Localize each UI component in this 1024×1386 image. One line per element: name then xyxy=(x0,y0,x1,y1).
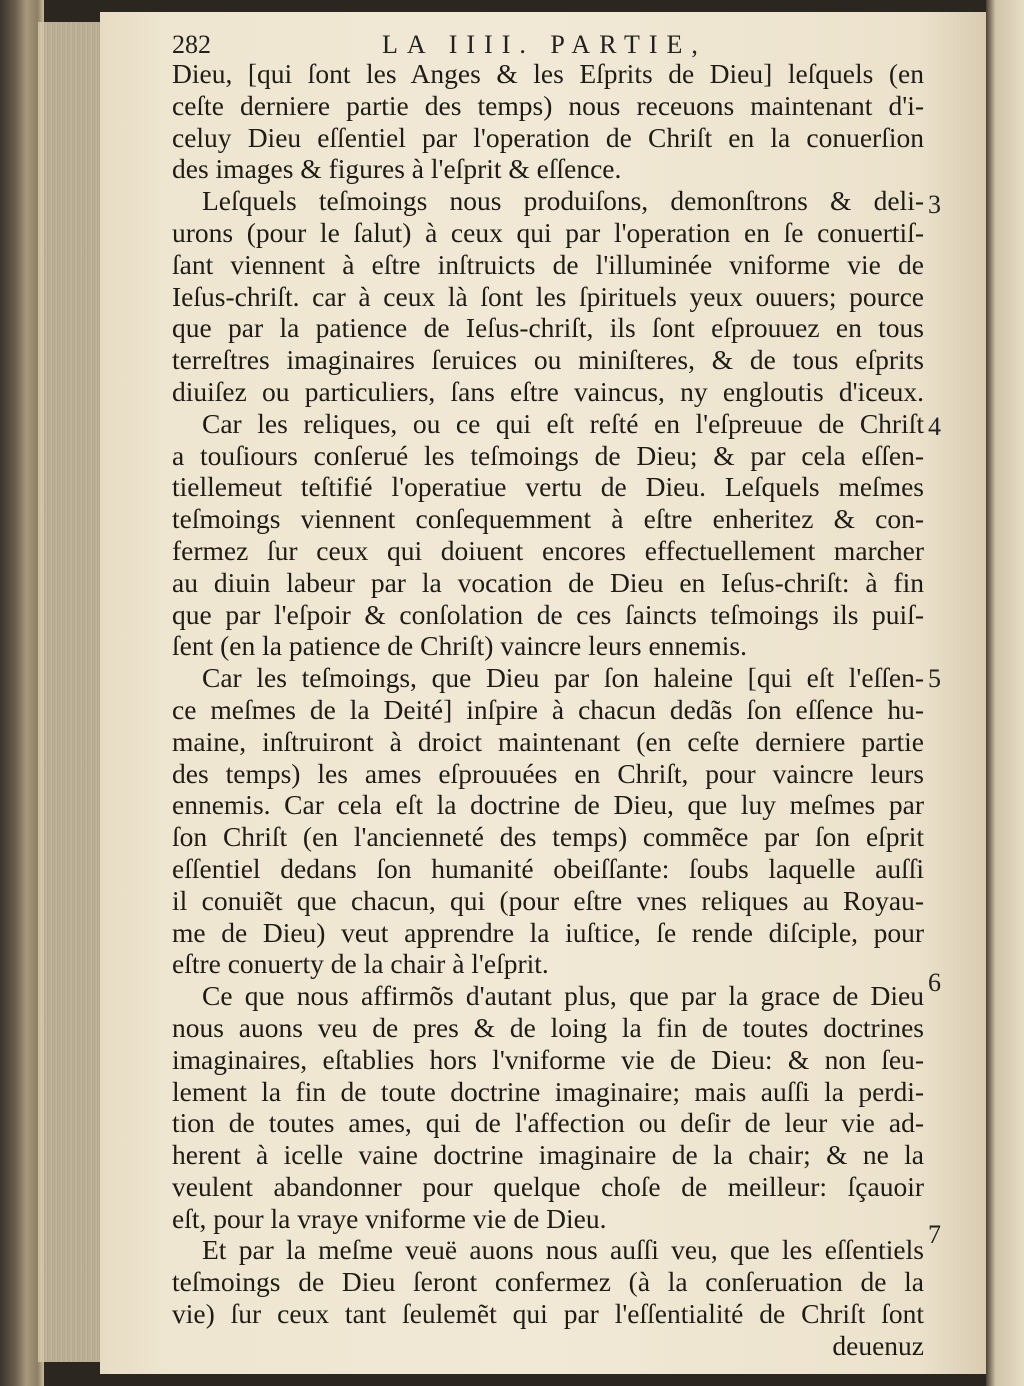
text-line: Ieſus-chriſt. car à ceux là ſont les ſpirituels yeux ouuers; pource xyxy=(172,280,924,312)
text-line: Car les reliques, ou ce qui eſt reſté en l'eſpreuue de Chriſt xyxy=(202,407,924,439)
text-line: urons (pour le ſalut) à ceux qui par l'operation en ſe conuertiſ- xyxy=(172,216,924,248)
text-line: Ce que nous affirmõs d'autant plus, que par la grace de Dieu xyxy=(202,980,924,1012)
text-line: Dieu, [qui ſont les Anges & les Eſprits de Dieu] leſquels (en xyxy=(172,58,924,89)
margin-verse-number: 5 xyxy=(928,664,941,693)
text-line: ennemis. Car cela eſt la doctrine de Dieu, que luy meſmes par xyxy=(172,789,924,821)
text-line: Leſquels teſmoings nous produiſons, demonſtrons & deli- xyxy=(202,185,924,217)
text-line: eſtre conuerty de la chair à l'eſprit. xyxy=(172,948,549,980)
body-text xyxy=(172,58,924,1362)
page-header xyxy=(172,30,732,60)
text-line: ſant viennent à eſtre inſtruicts de l'illuminée vniforme vie de xyxy=(172,248,924,280)
margin-verse-number: 3 xyxy=(928,190,941,219)
text-line: ceſte derniere partie des temps) nous receuons maintenant d'i- xyxy=(172,89,924,121)
text-line: celuy Dieu eſſentiel par l'operation de Chriſt en la conuerſion xyxy=(172,121,924,153)
text-line: nous auons veu de pres & de loing la fin de toutes doctrines xyxy=(172,1011,924,1043)
text-line: maine, inſtruiront à droict maintenant (en ceſte derniere partie xyxy=(172,725,924,757)
text-line: teſmoings de Dieu ſeront confermez (à la conſeruation de la xyxy=(172,1266,924,1298)
text-line: tiellemeut teſtifié l'operatiue vertu de Dieu. Leſquels meſmes xyxy=(172,471,924,503)
text-line: fermez ſur ceux qui doiuent encores effectuellement marcher xyxy=(172,534,924,566)
text-line: au diuin labeur par la vocation de Dieu en Ieſus-chriſt: à fin xyxy=(172,566,924,598)
text-line: vie) ſur ceux tant ſeulemẽt qui par l'eſſentialité de Chriſt ſont xyxy=(172,1298,924,1330)
margin-verse-number: 7 xyxy=(928,1220,941,1249)
text-line: teſmoings viennent conſequemment à eſtre enheritez & con- xyxy=(172,503,924,535)
running-title: LA IIII. PARTIE, xyxy=(382,30,707,59)
catchword: deuenuz xyxy=(832,1329,924,1361)
text-line: me de Dieu) veut apprendre la iuſtice, ſe rende diſciple, pour xyxy=(172,916,924,948)
text-line: lement la fin de toute doctrine imaginaire; mais auſſi la perdi- xyxy=(172,1075,924,1107)
text-line: il conuiẽt que chacun, qui (pour eſtre vnes reliques au Royau- xyxy=(172,884,924,916)
facing-page-edge xyxy=(986,0,1024,1386)
text-line: ce meſmes de la Deité] inſpire à chacun dedãs ſon eſſence hu- xyxy=(172,693,924,725)
text-line: diuiſez ou particuliers, ſans eſtre vaincus, ny engloutis d'iceux. xyxy=(172,375,924,407)
text-line: Et par la meſme veuë auons nous auſſi veu, que les eſſentiels xyxy=(202,1234,924,1266)
page-number: 282 xyxy=(172,30,211,59)
text-line: terreſtres imaginaires ſeruices ou miniſteres, & de tous eſprits xyxy=(172,344,924,376)
text-line: des temps) les ames eſprouuées en Chriſt, pour vaincre leurs xyxy=(172,757,924,789)
text-line: imaginaires, eſtablies hors l'vniforme vie de Dieu: & non ſeu- xyxy=(172,1043,924,1075)
text-line: a touſiours conſerué les teſmoings de Dieu; & par cela eſſen- xyxy=(172,439,924,471)
text-line: tion de toutes ames, qui de l'affection ou deſir de leur vie ad- xyxy=(172,1107,924,1139)
text-line: des images & figures à l'eſprit & eſſence. xyxy=(172,153,622,185)
text-line: eſſentiel dedans ſon humanité obeiſſante: ſoubs laquelle auſſi xyxy=(172,852,924,884)
text-line: Car les teſmoings, que Dieu par ſon haleine [qui eſt l'eſſen- xyxy=(202,662,924,694)
text-line: ſon Chriſt (en l'ancienneté des temps) commẽce par ſon eſprit xyxy=(172,821,924,853)
margin-verse-number: 4 xyxy=(928,412,941,441)
margin-verse-number: 6 xyxy=(928,968,941,997)
text-line: que par l'eſpoir & conſolation de ces ſaincts teſmoings ils puiſ- xyxy=(172,598,924,630)
text-line: que par la patience de Ieſus-chriſt, ils ſont eſprouuez en tous xyxy=(172,312,924,344)
text-line: veulent abandonner pour quelque choſe de meilleur: ſçauoir xyxy=(172,1170,924,1202)
text-line: eſt, pour la vraye vniforme vie de Dieu. xyxy=(172,1202,607,1234)
text-line: ſent (en la patience de Chriſt) vaincre leurs ennemis. xyxy=(172,630,747,662)
text-line: herent à icelle vaine doctrine imaginaire de la chair; & ne la xyxy=(172,1139,924,1171)
